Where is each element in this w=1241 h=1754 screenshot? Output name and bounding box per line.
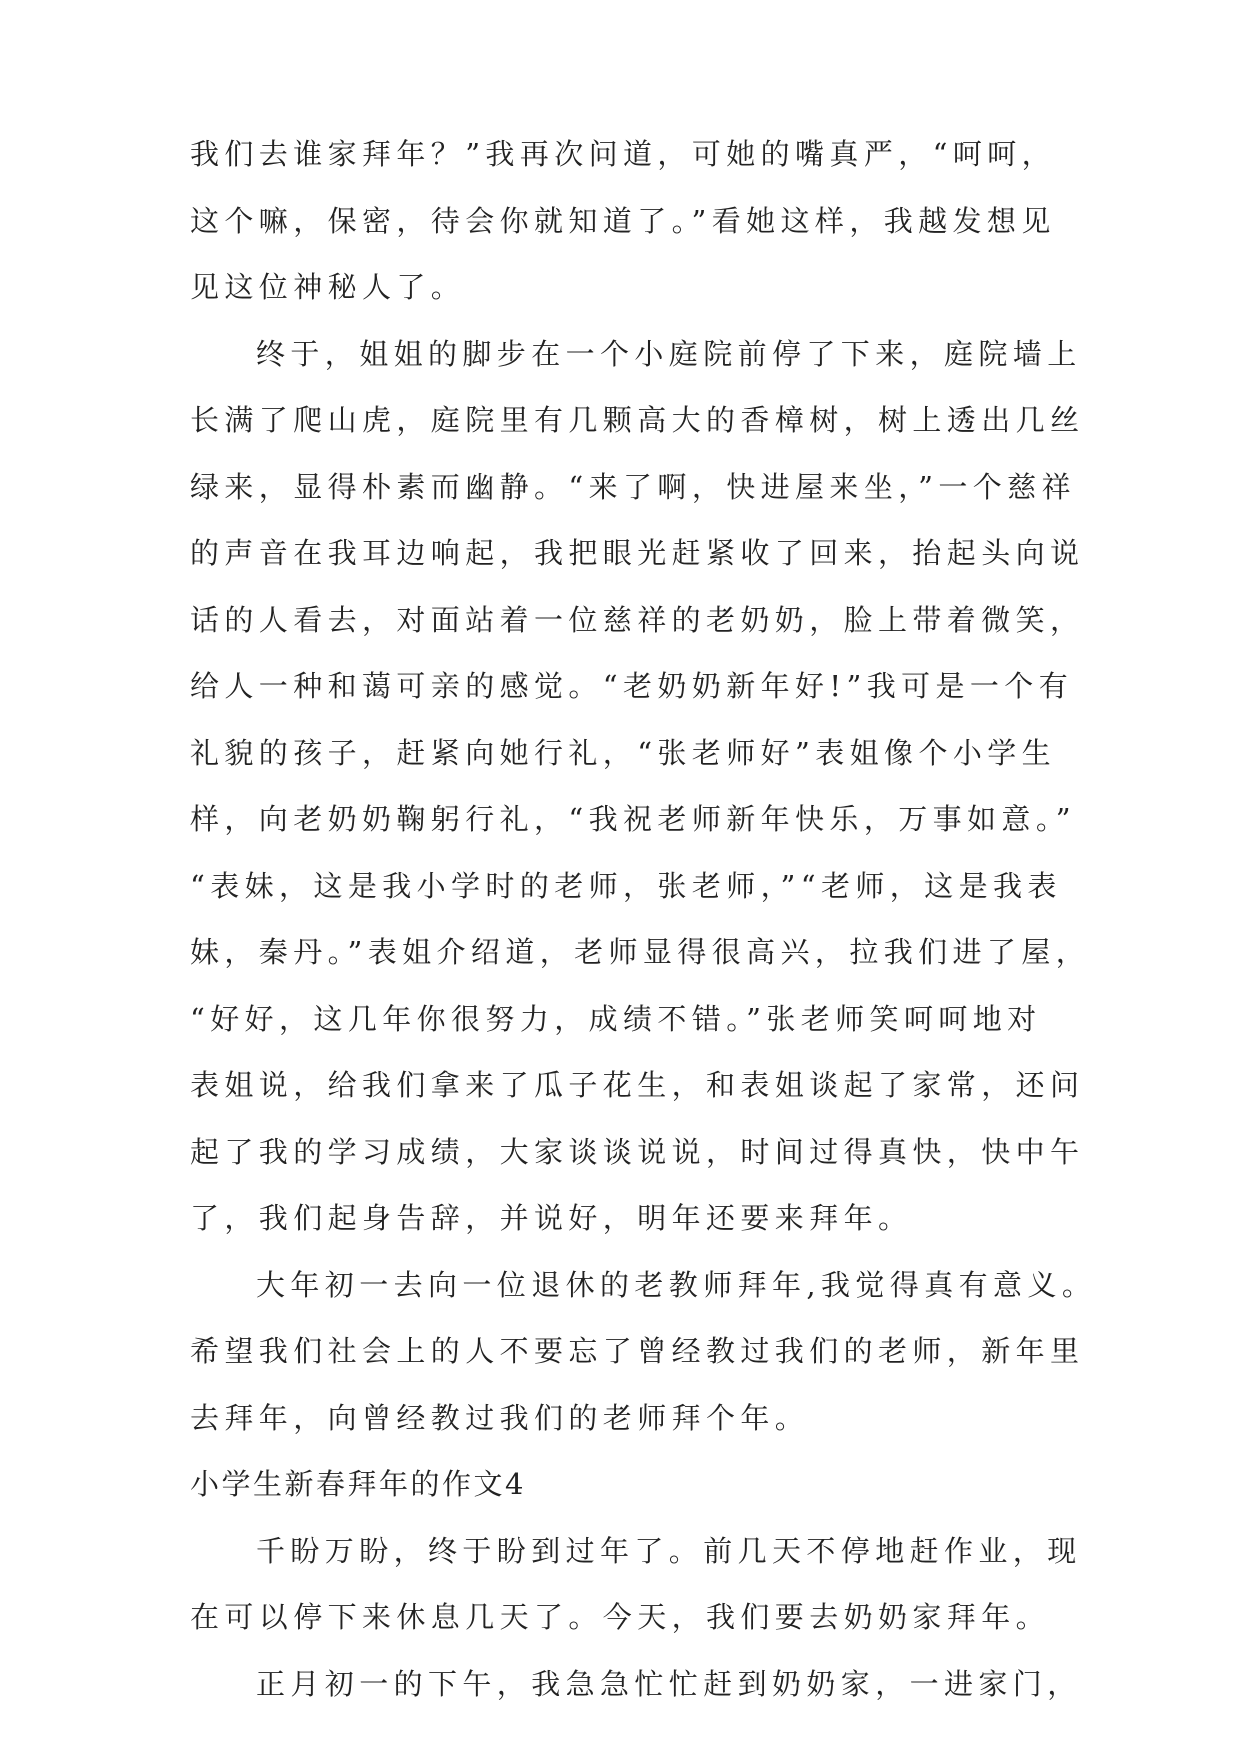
text-line: 了，我们起身告辞，并说好，明年还要来拜年。: [190, 1201, 913, 1235]
text-line: 去拜年，向曾经教过我们的老师拜个年。: [190, 1400, 810, 1435]
paragraph-start-line: 终于，姐姐的脚步在一个小庭院前停了下来，庭院墙上: [256, 336, 1082, 371]
text-line: 礼貌的孩子，赶紧向她行礼，“张老师好”表姐像个小学生: [190, 735, 1057, 770]
text-line: 的声音在我耳边响起，我把眼光赶紧收了回来，抬起头向说: [190, 536, 1085, 570]
text-line: 绿来，显得朴素而幽静。“来了啊，快进屋来坐，”一个慈祥: [190, 469, 1076, 504]
section-heading: 小学生新春拜年的作文4: [190, 1467, 526, 1501]
text-line: 希望我们社会上的人不要忘了曾经教过我们的老师，新年里: [190, 1334, 1085, 1368]
text-line: 话的人看去，对面站着一位慈祥的老奶奶，脸上带着微笑，: [190, 602, 1085, 637]
text-line: 长满了爬山虎，庭院里有几颗高大的香樟树，树上透出几丝: [190, 403, 1085, 437]
text-line: 给人一种和蔼可亲的感觉。“老奶奶新年好!”我可是一个有: [190, 669, 1074, 703]
paragraph-start-line: 千盼万盼，终于盼到过年了。前几天不停地赶作业，现: [256, 1533, 1082, 1568]
text-line: 我们去谁家拜年？”我再次问道，可她的嘴真严，“呵呵，: [190, 137, 1057, 171]
text-line: 在可以停下来休息几天了。今天，我们要去奶奶家拜年。: [190, 1600, 1051, 1634]
text-line: 这个嘛，保密，待会你就知道了。”看她这样，我越发想见: [190, 203, 1056, 238]
text-line: 样，向老奶奶鞠躬行礼，“我祝老师新年快乐，万事如意。”: [190, 802, 1076, 836]
text-line: 见这位神秘人了。: [190, 270, 466, 304]
text-line: 妹，秦丹。”表姐介绍道，老师显得很高兴，拉我们进了屋，: [190, 935, 1091, 969]
text-line: “好好，这几年你很努力，成绩不错。”张老师笑呵呵地对: [190, 1001, 1042, 1036]
text-line: “表妹，这是我小学时的老师，张老师，”“老师，这是我表: [190, 868, 1062, 903]
text-line: 表姐说，给我们拿来了瓜子花生，和表姐谈起了家常，还问: [190, 1068, 1085, 1102]
text-line: 起了我的学习成绩，大家谈谈说说，时间过得真快，快中午: [190, 1134, 1085, 1169]
paragraph-start-line: 大年初一去向一位退休的老教师拜年,我觉得真有意义。: [256, 1267, 1097, 1302]
paragraph-start-line: 正月初一的下午，我急急忙忙赶到奶奶家，一进家门，: [256, 1666, 1082, 1701]
